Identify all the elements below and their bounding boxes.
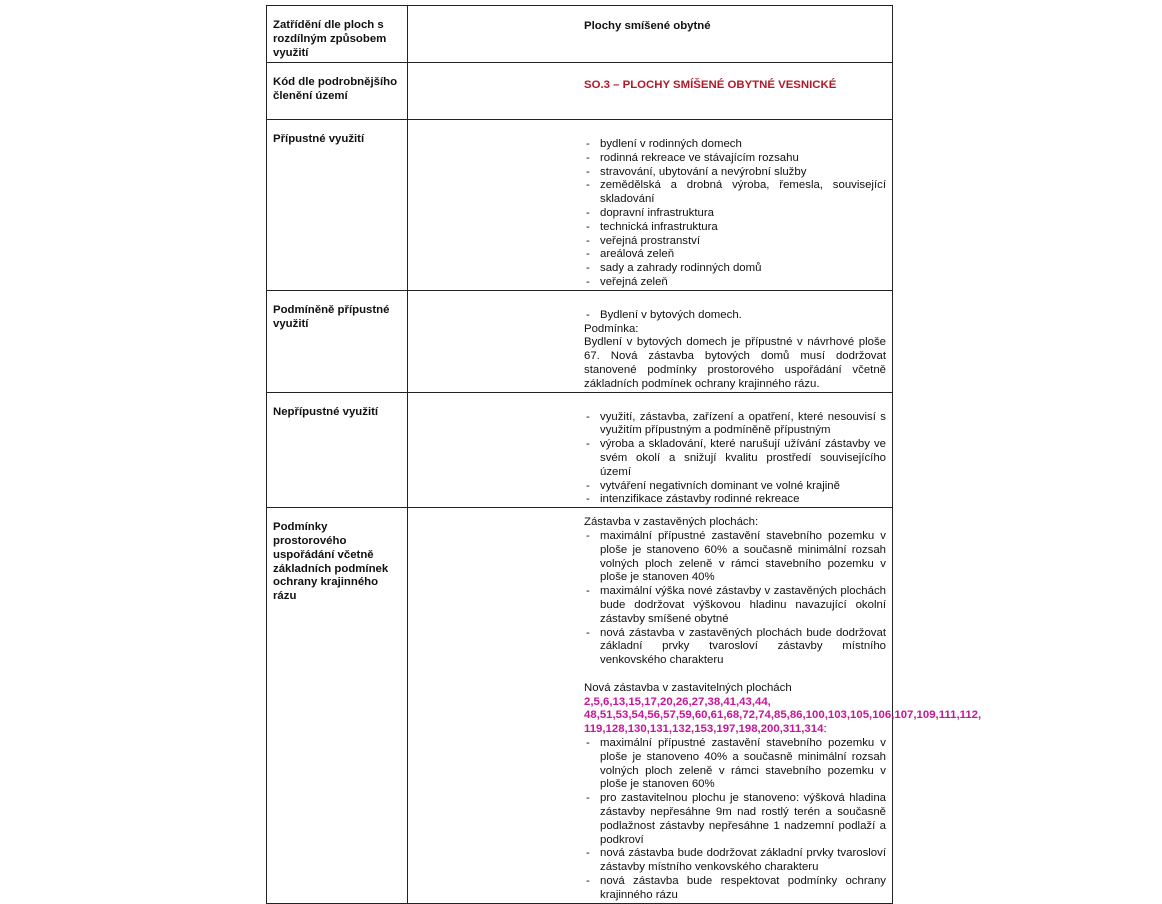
list-item: - veřejná prostranství bbox=[584, 235, 886, 249]
list-item: - sady a zahrady rodinných domů bbox=[584, 262, 886, 276]
list-item: - maximální přípustné zastavění stavebního pozemku v ploše je stanoveno 60% a současně minimální rozsah volných ploch zeleně v rámci stavebního pozemku v ploše je stanoven 40% bbox=[584, 530, 886, 585]
list-item: - využití, zástavba, zařízení a opatření, které nesouvisí s využitím přípustným a podmíněně přípustným bbox=[584, 411, 886, 439]
new-development-list bbox=[584, 737, 886, 903]
list-item: - stravování, ubytování a nevýrobní služby bbox=[584, 166, 886, 180]
prohibited-list bbox=[584, 411, 886, 508]
zone-code: SO.3 – PLOCHY SMÍŠENÉ OBYTNÉ VESNICKÉ bbox=[584, 79, 837, 91]
row-label: Podmínky prostorového uspořádání včetně základních podmínek ochrany krajinného rázu bbox=[273, 521, 389, 603]
row-podminene bbox=[267, 290, 893, 392]
list-item: - intenzifikace zástavby rodinné rekreace bbox=[584, 493, 886, 507]
row-label: Přípustné využití bbox=[273, 133, 365, 145]
row-zatrideni bbox=[267, 6, 893, 63]
row-value: Plochy smíšené obytné bbox=[584, 20, 711, 32]
row-label: Podmíněně přípustné využití bbox=[273, 303, 390, 330]
regulation-document bbox=[266, 5, 982, 904]
row-nepripustne bbox=[267, 392, 893, 508]
list-item: - nová zástavba bude dodržovat základní prvky tvarosloví zástavby místního venkovského charakteru bbox=[584, 847, 886, 875]
permitted-list bbox=[584, 138, 886, 290]
list-item: - vytváření negativních dominant ve volné krajině bbox=[584, 480, 886, 494]
new-development-heading: Nová zástavba v zastavitelných plochách 2,5,6,13,15,17,20,26,27,38,41,43,44, 48,51,53,54,56,57,59,60,61,68,72,74,85,86,100,103,105,106,107,109,111,112, 119,128,130,131,132,153,197,198,200,311,314: bbox=[584, 681, 982, 736]
list-item: - areálová zeleň bbox=[584, 248, 886, 262]
row-label: Nepřípustné využití bbox=[273, 405, 379, 418]
built-up-list bbox=[584, 530, 886, 668]
list-item: - nová zástavba v zastavěných plochách bude dodržovat základní prvky tvarosloví zástavby místního venkovského charakteru bbox=[584, 627, 886, 668]
row-label: Kód dle podrobnějšího členění území bbox=[273, 76, 398, 102]
condition-label: Podmínka: bbox=[584, 322, 639, 335]
list-item: - maximální přípustné zastavění stavebního pozemku v ploše je stanoveno 40% a současně minimální rozsah volných ploch zeleně v rámci stavebního pozemku v ploše je stanoven 60% bbox=[584, 737, 886, 792]
row-pripustne bbox=[267, 120, 893, 291]
list-item: - rodinná rekreace ve stávajícím rozsahu bbox=[584, 152, 886, 166]
regulation-table bbox=[266, 5, 982, 904]
list-item: - technická infrastruktura bbox=[584, 221, 886, 235]
row-podminky bbox=[267, 508, 893, 904]
list-item: - bydlení v rodinných domech bbox=[584, 138, 886, 152]
list-item: - veřejná zeleň bbox=[584, 276, 886, 290]
list-item: - nová zástavba bude respektovat podmínky ochrany krajinného rázu bbox=[584, 875, 886, 903]
list-item: - zemědělská a drobná výroba, řemesla, související skladování bbox=[584, 179, 886, 207]
list-item: - maximální výška nové zástavby v zastavěných plochách bude dodržovat výškovou hladinu navazující okolní zástavby smíšené obytné bbox=[584, 585, 886, 626]
plot-numbers: 2,5,6,13,15,17,20,26,27,38,41,43,44, 48,51,53,54,56,57,59,60,61,68,72,74,85,86,100,103,105,106,107,109,111,112, 119,128,130,131,132,153,197,198,200,311,314 bbox=[584, 695, 982, 736]
conditional-list bbox=[584, 309, 886, 323]
list-item: - Bydlení v bytových domech. bbox=[584, 309, 886, 323]
list-item: - dopravní infrastruktura bbox=[584, 207, 886, 221]
list-item: - výroba a skladování, které narušují užívání zástavby ve svém okolí a snižují kvalitu prostředí souvisejícího území bbox=[584, 438, 886, 479]
row-label: Zatřídění dle ploch s rozdílným způsobem využití bbox=[273, 19, 387, 59]
row-kod bbox=[267, 63, 893, 120]
condition-text: Bydlení v bytových domech je přípustné v návrhové ploše 67. Nová zástavba bytových domů musí dodržovat stanovené podmínky prostorového uspořádání včetně základních podmínek ochrany krajinného rázu. bbox=[584, 336, 886, 390]
built-up-heading: Zástavba v zastavěných plochách: bbox=[584, 516, 759, 529]
list-item: - pro zastavitelnou plochu je stanoveno: výšková hladina zástavby nepřesáhne 9m nad rostlý terén a současně podlažnost zástavby nepřesáhne 1 nadzemní podlaží a podkroví bbox=[584, 792, 886, 847]
